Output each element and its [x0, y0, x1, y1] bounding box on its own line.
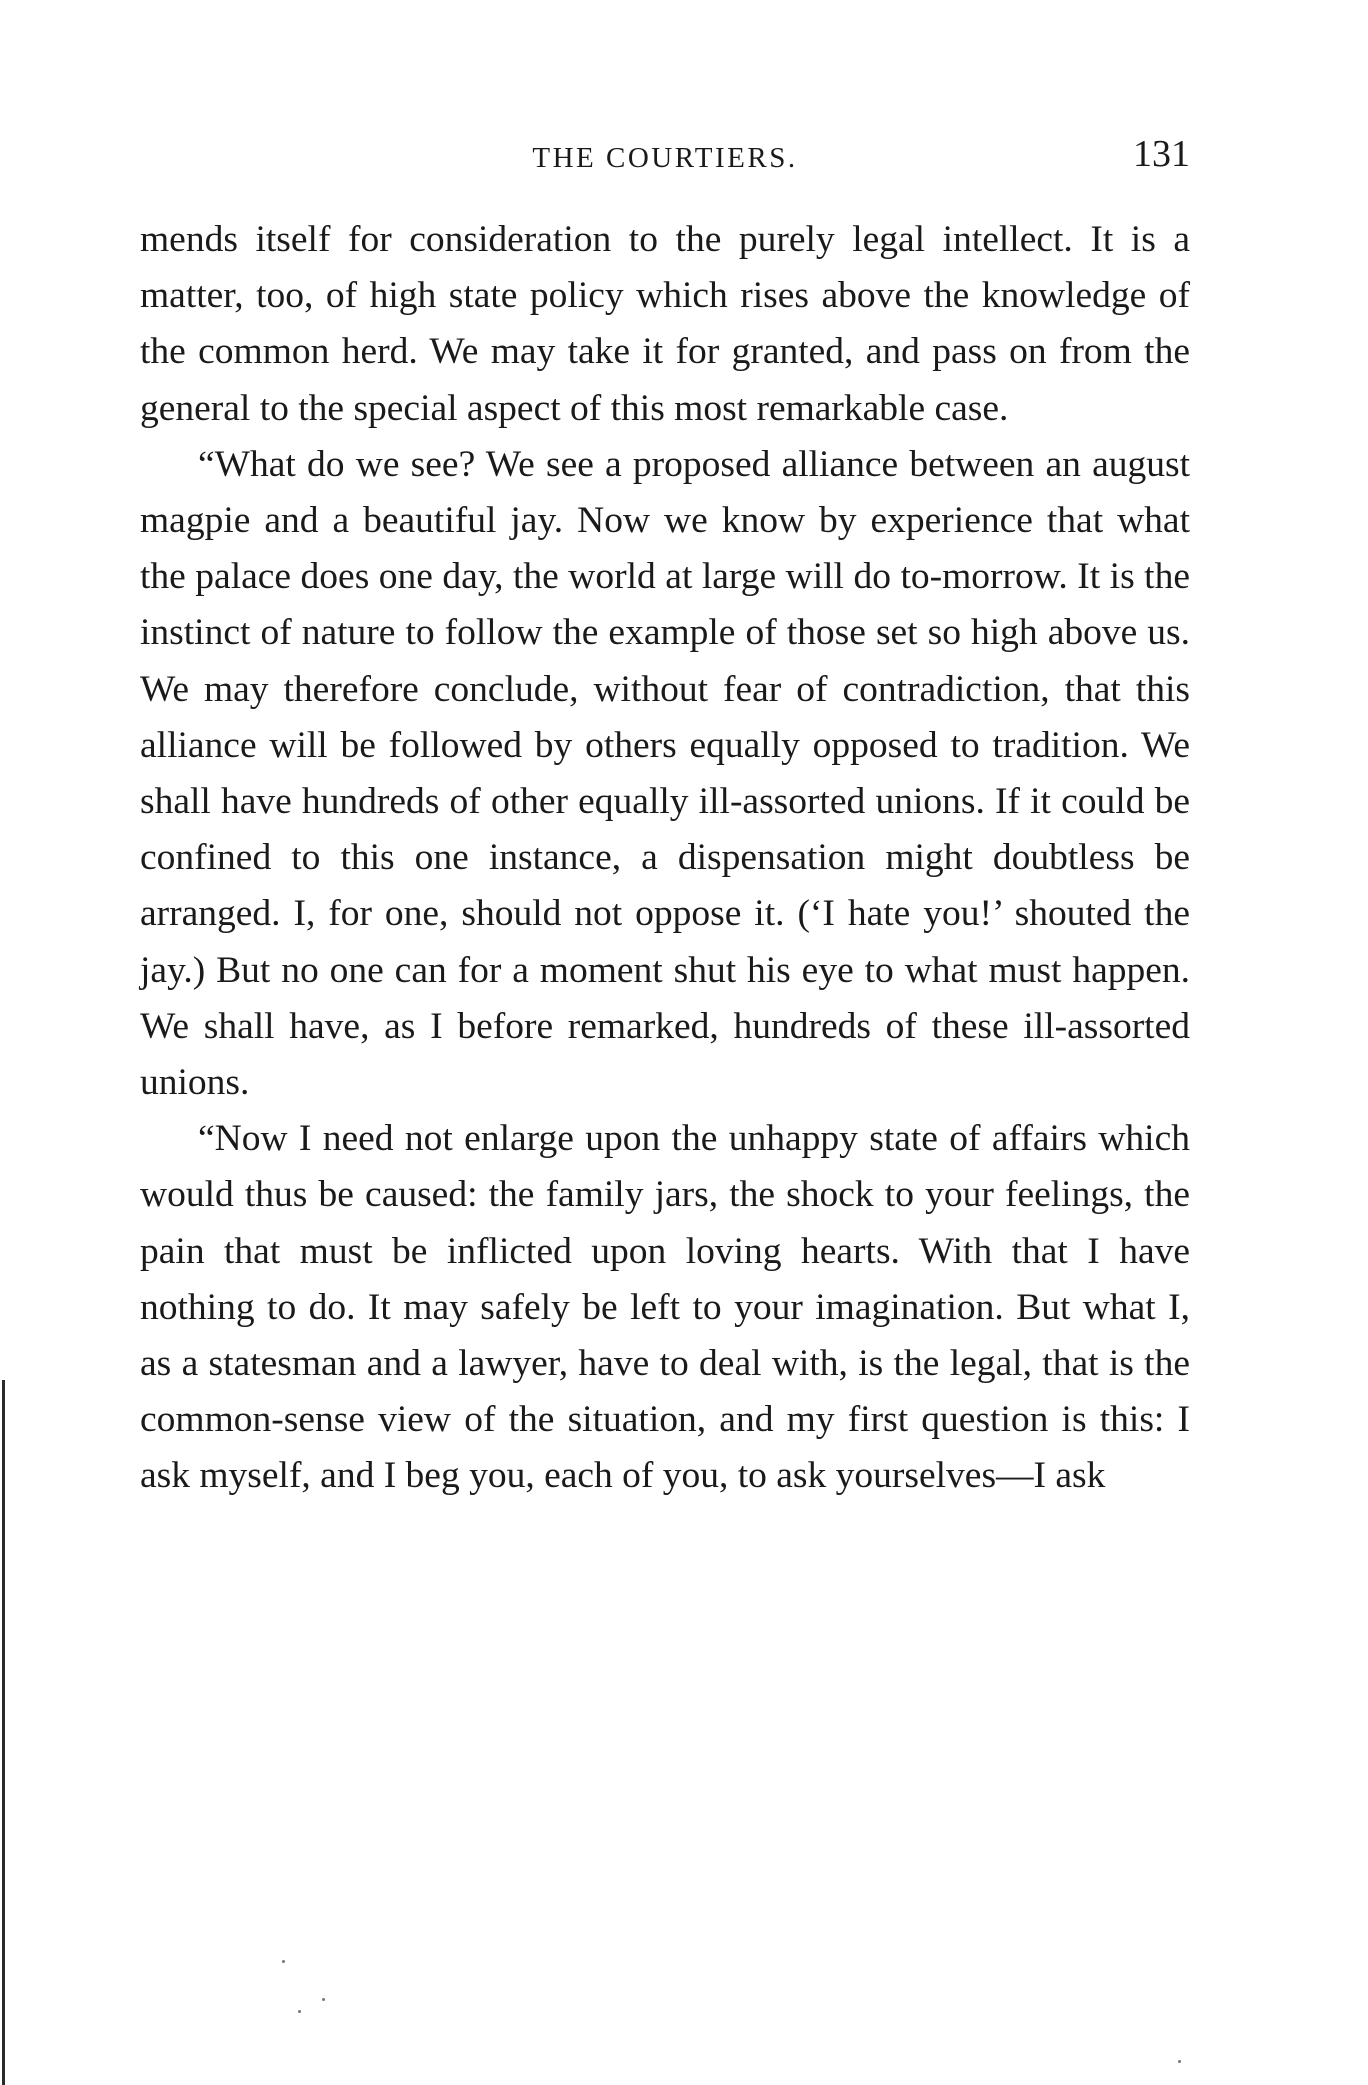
paragraph-1: mends itself for consideration to the purely legal intellect. It is a matter, too, of high state policy which rises above the knowledge of the common herd. We may take it for granted, and pass on from the general to the special aspect of this most remarkable case. [140, 219, 1190, 429]
page-number: 131 [1133, 133, 1190, 175]
scan-margin-edge [2, 1380, 5, 2085]
scan-speck [298, 2010, 301, 2013]
paragraph-2: “What do we see? We see a proposed alliance between an august magpie and a beautiful jay. Now we know by experience that what the palace does one day, the world at large will do to-morrow. It is the instinct of nature to follow the example of those set so high above us. We may therefore conclude, without fear of contradiction, that this alliance will be followed by others equally opposed to tradition. We shall have hundreds of other equally ill-assorted unions. If it could be confined to this one instance, a dispensation might doubtless be arranged. I, for one, should not oppose it. (‘I hate you!’ shouted the jay.) But no one can for a moment shut his eye to what must happen. We shall have, as I before remarked, hundreds of these ill-assorted unions. [140, 443, 1190, 1104]
scan-speck [322, 1998, 325, 2001]
running-head [140, 132, 1190, 182]
body-text [140, 212, 1190, 1505]
running-title: THE COURTIERS. [532, 142, 798, 174]
scan-speck [282, 1960, 285, 1963]
paragraph-3: “Now I need not enlarge upon the unhappy state of affairs which would thus be caused: the family jars, the shock to your feelings, the pain that must be inflicted upon loving hearts. With that I have nothing to do. It may safely be left to your imagination. But what I, as a statesman and a lawyer, have to deal with, is the legal, that is the common-sense view of the situation, and my first question is this: I ask myself, and I beg you, each of you, to ask yourselves—I ask [140, 1118, 1190, 1497]
scan-speck [1178, 2060, 1181, 2063]
